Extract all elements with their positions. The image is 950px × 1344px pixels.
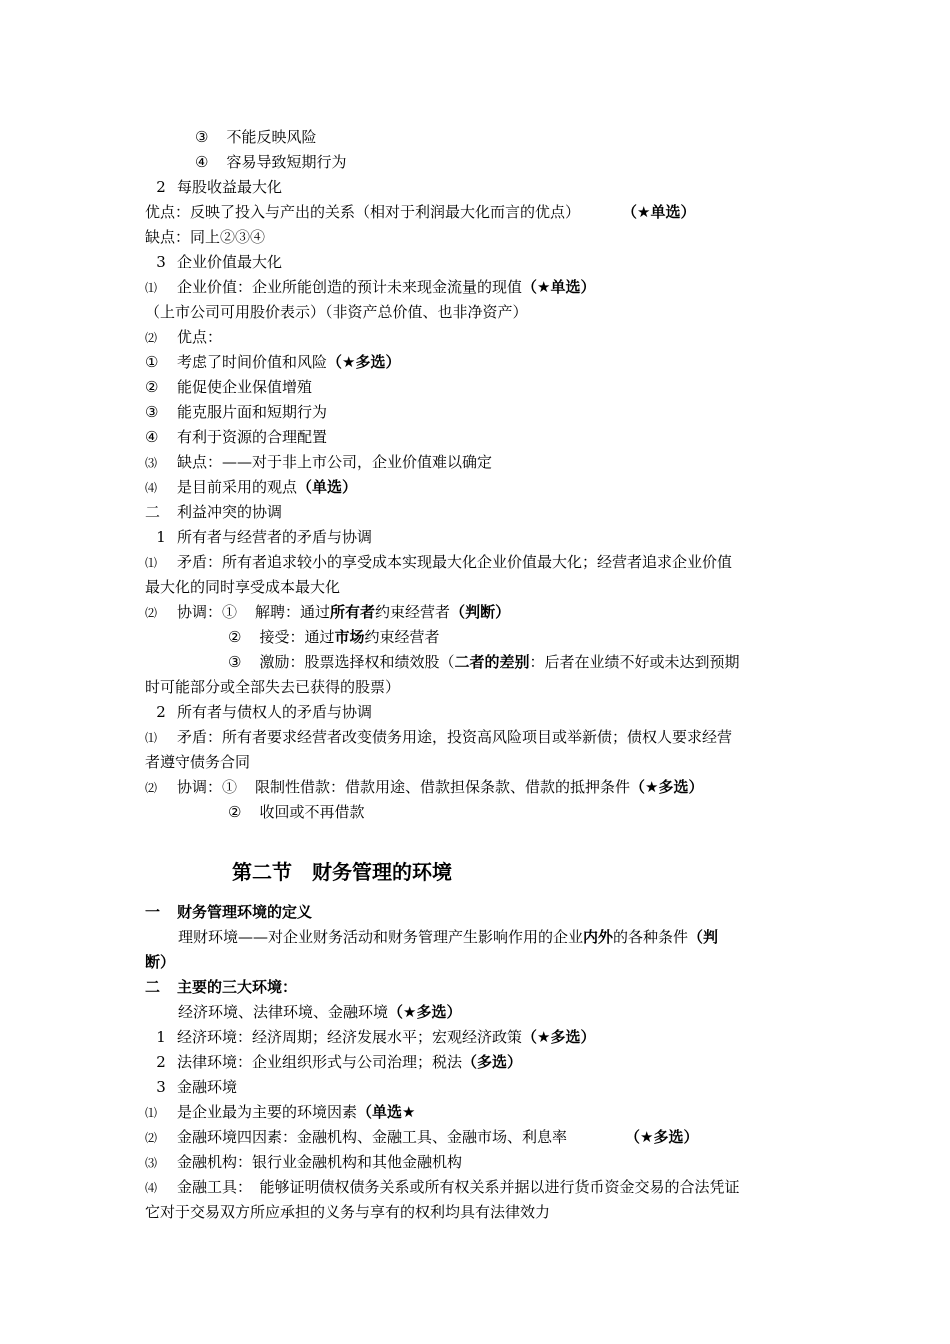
subheading bbox=[145, 175, 810, 200]
list-text: 金融机构：银行业金融机构和其他金融机构 bbox=[177, 1153, 463, 1171]
list-marker: 1 bbox=[156, 528, 166, 546]
list-item bbox=[145, 1175, 810, 1201]
emphasis: 所有者 bbox=[330, 603, 376, 621]
list-marker: 一 bbox=[145, 903, 161, 921]
subheading bbox=[145, 525, 810, 550]
list-marker: ⑴ bbox=[145, 281, 158, 295]
list-item-continued bbox=[145, 1200, 810, 1225]
list-text: 缺点：——对于非上市公司，企业价值难以确定 bbox=[177, 453, 493, 471]
list-marker: ⑴ bbox=[145, 556, 158, 570]
paragraph bbox=[145, 225, 810, 250]
list-text: 是目前采用的观点 bbox=[177, 478, 298, 496]
list-item bbox=[145, 725, 810, 751]
list-item bbox=[228, 625, 893, 650]
list-marker: 二 bbox=[145, 978, 161, 996]
list-text: 者遵守债务合同 bbox=[145, 753, 251, 771]
list-marker: ④ bbox=[145, 428, 159, 446]
list-marker: ⑶ bbox=[145, 456, 158, 470]
list-marker: 1 bbox=[156, 1028, 166, 1046]
exam-tag: （单选） bbox=[297, 478, 358, 496]
list-text: 企业价值：企业所能创造的预计未来现金流量的现值 bbox=[177, 278, 523, 296]
list-text: 协调：① bbox=[177, 603, 238, 621]
exam-tag: （单选★ bbox=[357, 1103, 416, 1121]
subheading bbox=[145, 700, 810, 725]
list-text: 金融工具： 能够证明债权债务关系或所有权关系并据以进行货币资金交易的合法凭证 bbox=[177, 1178, 740, 1196]
list-marker: 2 bbox=[156, 1053, 166, 1071]
subheading bbox=[145, 975, 810, 1000]
paragraph-text: 缺点：同上②③④ bbox=[145, 228, 266, 246]
list-item bbox=[145, 600, 810, 626]
list-marker: 3 bbox=[156, 253, 166, 271]
list-item bbox=[145, 450, 810, 476]
list-text: 收回或不再借款 bbox=[259, 803, 365, 821]
subheading-text: 所有者与经营者的矛盾与协调 bbox=[177, 528, 373, 546]
list-marker: ③ bbox=[228, 653, 242, 671]
list-marker: ⑵ bbox=[145, 1131, 158, 1145]
emphasis: 二者的差别 bbox=[454, 653, 530, 671]
list-item bbox=[145, 775, 810, 801]
list-item bbox=[145, 425, 810, 450]
paragraph bbox=[145, 300, 810, 325]
list-item bbox=[145, 1125, 810, 1151]
list-marker: 3 bbox=[156, 1078, 166, 1096]
emphasis: 市场 bbox=[334, 628, 365, 646]
list-item bbox=[145, 1075, 810, 1100]
list-text: 限制性借款：借款用途、借款担保条款、借款的抵押条件 bbox=[255, 778, 631, 796]
exam-tag: （判断） bbox=[450, 603, 511, 621]
list-marker: ⑵ bbox=[145, 606, 158, 620]
list-item-continued bbox=[145, 575, 810, 600]
list-marker: ③ bbox=[195, 128, 209, 146]
exam-tag: （★单选） bbox=[622, 203, 696, 221]
subheading-text: 每股收益最大化 bbox=[177, 178, 283, 196]
exam-tag: （★多选） bbox=[630, 778, 704, 796]
list-text: 最大化的同时享受成本最大化 bbox=[145, 578, 341, 596]
list-text: 矛盾：所有者追求较小的享受成本实现最大化企业价值最大化；经营者追求企业价值 bbox=[177, 553, 733, 571]
exam-tag: （★单选） bbox=[522, 278, 596, 296]
list-text: 是企业最为主要的环境因素 bbox=[177, 1103, 358, 1121]
exam-tag: （★多选） bbox=[327, 353, 401, 371]
paragraph-text: 的各种条件 bbox=[613, 928, 689, 946]
list-item bbox=[228, 800, 893, 825]
list-marker: ⑶ bbox=[145, 1156, 158, 1170]
list-marker: ⑴ bbox=[145, 731, 158, 745]
list-item bbox=[145, 375, 810, 400]
list-text: 不能反映风险 bbox=[226, 128, 317, 146]
list-marker: ② bbox=[145, 378, 159, 396]
list-item bbox=[145, 1150, 810, 1176]
list-text: 协调：① bbox=[177, 778, 238, 796]
list-text: 经济环境：经济周期；经济发展水平；宏观经济政策 bbox=[177, 1028, 523, 1046]
list-marker: 二 bbox=[145, 503, 161, 521]
list-marker: ⑷ bbox=[145, 1181, 158, 1195]
paragraph bbox=[178, 1000, 843, 1025]
list-text: 容易导致短期行为 bbox=[226, 153, 347, 171]
subheading-text: 企业价值最大化 bbox=[177, 253, 283, 271]
exam-tag: 断） bbox=[145, 953, 176, 971]
paragraph-continued bbox=[145, 950, 810, 975]
list-text: ：后者在业绩不好或未达到预期 bbox=[529, 653, 740, 671]
list-marker: ③ bbox=[145, 403, 159, 421]
list-text: 接受：通过 bbox=[259, 628, 335, 646]
list-text: 金融环境四因素：金融机构、金融工具、金融市场、利息率 bbox=[177, 1128, 568, 1146]
list-text: 矛盾：所有者要求经营者改变债务用途，投资高风险项目或举新债；债权人要求经营 bbox=[177, 728, 733, 746]
list-item bbox=[145, 1025, 810, 1050]
paragraph-text: 经济环境、法律环境、金融环境 bbox=[178, 1003, 389, 1021]
subheading-text: 所有者与债权人的矛盾与协调 bbox=[177, 703, 373, 721]
paragraph bbox=[145, 200, 810, 225]
list-marker: ② bbox=[228, 628, 242, 646]
list-item bbox=[145, 400, 810, 425]
list-text: 能促使企业保值增殖 bbox=[177, 378, 313, 396]
list-marker: ② bbox=[228, 803, 242, 821]
list-item bbox=[145, 475, 810, 501]
list-text: 优点： bbox=[177, 328, 223, 346]
list-item bbox=[195, 150, 860, 175]
exam-tag: （多选） bbox=[462, 1053, 523, 1071]
list-text: 有利于资源的合理配置 bbox=[177, 428, 328, 446]
list-text: 它对于交易双方所应承担的义务与享有的权利均具有法律效力 bbox=[145, 1203, 551, 1221]
list-item bbox=[145, 1100, 810, 1126]
list-text: 能克服片面和短期行为 bbox=[177, 403, 328, 421]
list-item bbox=[195, 125, 860, 150]
list-text: 解聘：通过 bbox=[255, 603, 331, 621]
list-marker: ⑴ bbox=[145, 1106, 158, 1120]
list-marker: ⑵ bbox=[145, 331, 158, 345]
list-text: 金融环境 bbox=[177, 1078, 238, 1096]
subheading bbox=[145, 250, 810, 275]
list-item bbox=[145, 550, 810, 576]
subheading bbox=[145, 900, 810, 925]
list-marker: ① bbox=[145, 353, 159, 371]
list-text: 约束经营者 bbox=[375, 603, 451, 621]
list-item-continued bbox=[145, 750, 810, 775]
section-title: 第二节 财务管理的环境 bbox=[232, 860, 452, 884]
exam-tag: （★多选） bbox=[625, 1128, 699, 1146]
paragraph bbox=[178, 925, 810, 950]
paragraph-text: （上市公司可用股价表示）（非资产总价值、也非净资产） bbox=[145, 303, 528, 321]
list-item-continued bbox=[145, 675, 810, 700]
subheading-text: 主要的三大环境： bbox=[177, 978, 298, 996]
subheading-text: 财务管理环境的定义 bbox=[177, 903, 313, 921]
list-item bbox=[145, 1050, 810, 1075]
list-item bbox=[145, 325, 810, 351]
list-marker: ⑷ bbox=[145, 481, 158, 495]
list-text: 激励：股票选择权和绩效股（ bbox=[259, 653, 455, 671]
paragraph-text: 优点：反映了投入与产出的关系（相对于利润最大化而言的优点） bbox=[145, 203, 581, 221]
list-marker: ⑵ bbox=[145, 781, 158, 795]
paragraph-text: 理财环境——对企业财务活动和财务管理产生影响作用的企业 bbox=[178, 928, 584, 946]
list-text: 约束经营者 bbox=[364, 628, 440, 646]
exam-tag: （★多选） bbox=[388, 1003, 462, 1021]
list-marker: ④ bbox=[195, 153, 209, 171]
list-item bbox=[228, 650, 893, 675]
exam-tag: （★多选） bbox=[522, 1028, 596, 1046]
list-text: 考虑了时间价值和风险 bbox=[177, 353, 328, 371]
list-marker: 2 bbox=[156, 703, 166, 721]
list-marker: 2 bbox=[156, 178, 166, 196]
list-item bbox=[145, 350, 810, 375]
emphasis: 内外 bbox=[583, 928, 614, 946]
list-text: 法律环境：企业组织形式与公司治理；税法 bbox=[177, 1053, 463, 1071]
list-item bbox=[145, 275, 810, 301]
subheading-text: 利益冲突的协调 bbox=[177, 503, 283, 521]
list-text: 时可能部分或全部失去已获得的股票） bbox=[145, 678, 401, 696]
exam-tag: （判 bbox=[688, 928, 719, 946]
subheading bbox=[145, 500, 810, 525]
